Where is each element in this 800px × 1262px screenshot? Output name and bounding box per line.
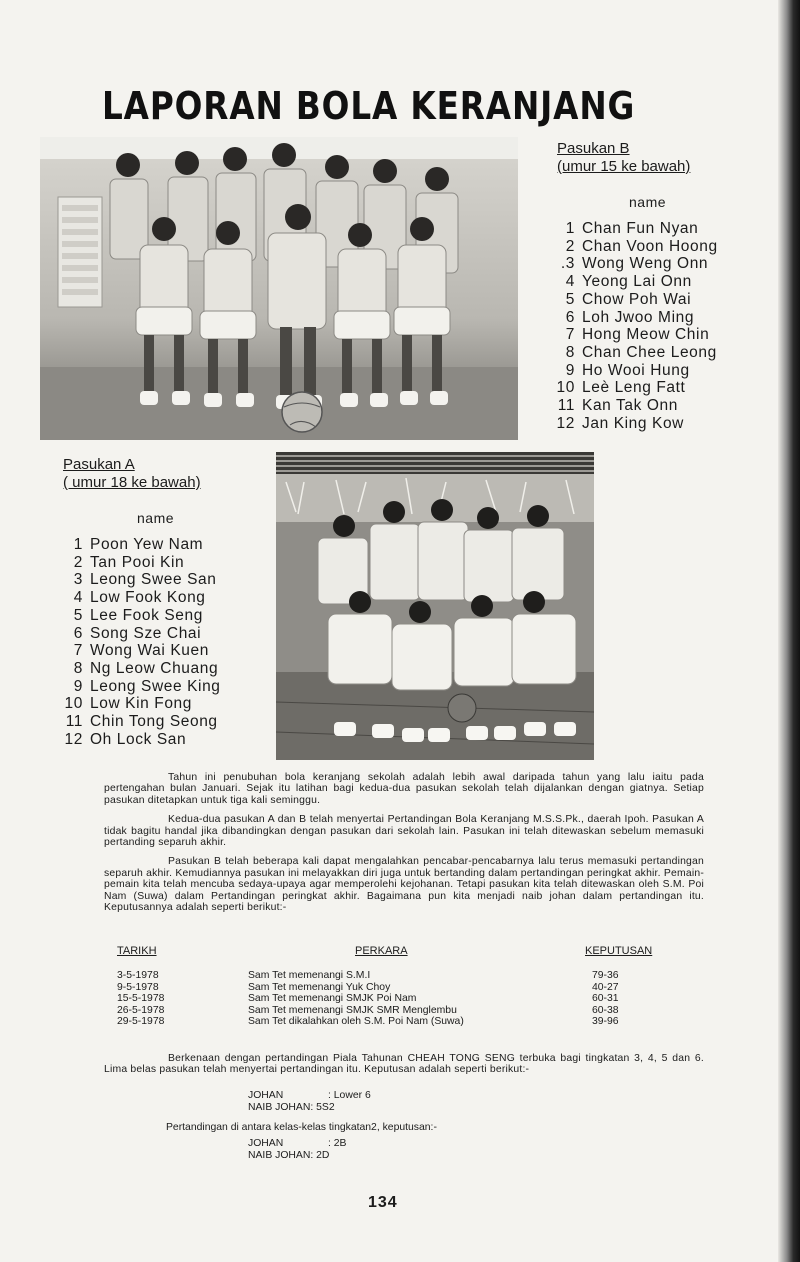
list-item: 4 Low Fook Kong — [73, 589, 206, 607]
piala-results — [248, 1090, 371, 1113]
team-b-photo — [40, 137, 518, 440]
team-a-roster — [59, 536, 221, 748]
list-item: 11 Chin Tong Seong — [65, 713, 218, 731]
page-binding-shadow — [778, 0, 800, 1262]
list-item: 1 Poon Yew Nam — [73, 536, 204, 553]
piala-paragraph: Berkenaan dengan pertandingan Piala Tahunan CHEAH TONG SENG terbuka bagi tingkatan 3, 4, 5 dan 6. Lima belas pasukan telah menyertai pertandingan itu. Keputusan adalah seperti berikut:- — [104, 1053, 704, 1076]
list-item: 10 Leè Leng Fatt — [556, 379, 686, 397]
list-item: 4 Yeong Lai Onn — [565, 273, 692, 291]
tingkatan2-results — [248, 1138, 346, 1161]
table-row: 15-5-1978 Sam Tet memenangi SMJK Poi Nam 60-31 — [117, 993, 619, 1005]
johan-value: : Lower 6 — [328, 1090, 371, 1101]
list-item: 3 Leong Swee San — [73, 571, 217, 589]
list-item: 9 Ho Wooi Hung — [565, 361, 690, 379]
list-item: 8 Ng Leow Chuang — [73, 659, 219, 677]
list-item: 8 Chan Chee Leong — [565, 343, 717, 361]
team-b-title: Pasukan B — [557, 140, 630, 157]
results-header — [117, 946, 677, 970]
list-item: 6 Song Sze Chai — [73, 624, 202, 642]
team-a-title: Pasukan A — [63, 456, 135, 473]
results-table — [117, 946, 677, 1028]
report-paragraph: Tahun ini penubuhan bola keranjang sekolah adalah lebih awal daripada tahun yang lalu iaitu pada pertengahan bulan Januari. Sejak itu latihan bagi kedua-dua pasukan sekolah telah dijalankan dengan giatnya. Setiap pasukan ditetapkan untuk tiga kali seminggu. — [104, 772, 704, 806]
team-b-roster — [551, 220, 718, 432]
page-title: LAPORAN BOLA KERANJANG — [102, 84, 636, 128]
list-item: 7 Wong Wai Kuen — [73, 642, 209, 660]
list-item: 12 Jan King Kow — [556, 414, 684, 432]
piala-paragraph-block — [104, 1053, 704, 1076]
table-row: 29-5-1978 Sam Tet dikalahkan oleh S.M. Poi Nam (Suwa) 39-96 — [117, 1016, 619, 1028]
report-paragraph: Pasukan B telah beberapa kali dapat mengalahkan pencabar-pencabarnya lalu terus memasuki pertandingan separuh akhir. Kemudiannya pasukan ini melayakkan diri juga untuk bertanding dalam pertandingan peringkat akhir. Pemain-pemain kita telah mencuba sedaya-upaya agar memperolehi kejohanan. Tetapi pasukan kita telah ditewaskan oleh S.M. Poi Nam (Suwa) dalam Pertandingan peringkat akhir. Bagaimana pun kita menjadi naib johan dalam pertandingan itu. Keputusannya adalah seperti berikut:- — [104, 856, 704, 914]
list-item: 12 Oh Lock San — [64, 730, 187, 748]
naib-johan-value: 5S2 — [316, 1101, 335, 1113]
team-b-column-label: name — [629, 194, 667, 210]
column-header-date: TARIKH — [117, 945, 157, 957]
table-row: 3-5-1978 Sam Tet memenangi S.M.I 79-36 — [117, 970, 619, 981]
tingkatan2-text: Pertandingan di antara kelas-kelas tingkatan2, keputusan:- — [166, 1122, 437, 1133]
list-item: 5 Chow Poh Wai — [565, 290, 692, 308]
johan-value: : 2B — [328, 1138, 347, 1149]
table-row: 26-5-1978 Sam Tet memenangi SMJK SMR Menglembu 60-38 — [117, 1004, 619, 1016]
list-item: 5 Lee Fook Seng — [73, 606, 203, 624]
team-a-heading — [63, 456, 201, 492]
list-item: 7 Hong Meow Chin — [565, 326, 710, 344]
list-item: 11 Kan Tak Onn — [557, 397, 678, 415]
naib-johan-label: NAIB JOHAN: — [248, 1149, 314, 1161]
naib-johan-label: NAIB JOHAN: — [248, 1101, 314, 1113]
column-header-match: PERKARA — [355, 945, 408, 957]
list-item: 10 Low Kin Fong — [64, 695, 192, 713]
johan-label: JOHAN — [248, 1090, 284, 1101]
report-body — [104, 772, 704, 921]
page-number: 134 — [368, 1194, 398, 1211]
naib-johan-value: 2D — [316, 1149, 330, 1161]
team-a-age-group: ( umur 18 ke bawah) — [63, 474, 201, 491]
johan-label: JOHAN — [248, 1138, 284, 1149]
list-item: 2 Tan Pooi Kin — [73, 553, 185, 571]
list-item: 2 Chan Voon Hoong — [565, 237, 718, 255]
column-header-score: KEPUTUSAN — [585, 945, 653, 957]
list-item: .3 Wong Weng Onn — [560, 255, 709, 273]
list-item: 1 Chan Fun Nyan — [565, 220, 699, 237]
list-item: 9 Leong Swee King — [73, 677, 221, 695]
report-paragraph: Kedua-dua pasukan A dan B telah menyertai Pertandingan Bola Keranjang M.S.S.Pk., daerah Ipoh. Pasukan A tidak bagitu handal jika dibandingkan dengan pasukan dari sekolah lain. Pasukan ini telah ditewaskan sebelum memasuki pertanding separuh akhir. — [104, 814, 704, 849]
team-a-column-label: name — [137, 510, 175, 526]
list-item: 6 Loh Jwoo Ming — [565, 308, 695, 326]
team-b-age-group: (umur 15 ke bawah) — [557, 158, 691, 175]
table-row: 9-5-1978 Sam Tet memenangi Yuk Choy 40-27 — [117, 981, 619, 993]
team-a-photo — [276, 452, 594, 760]
team-b-heading — [557, 140, 690, 176]
